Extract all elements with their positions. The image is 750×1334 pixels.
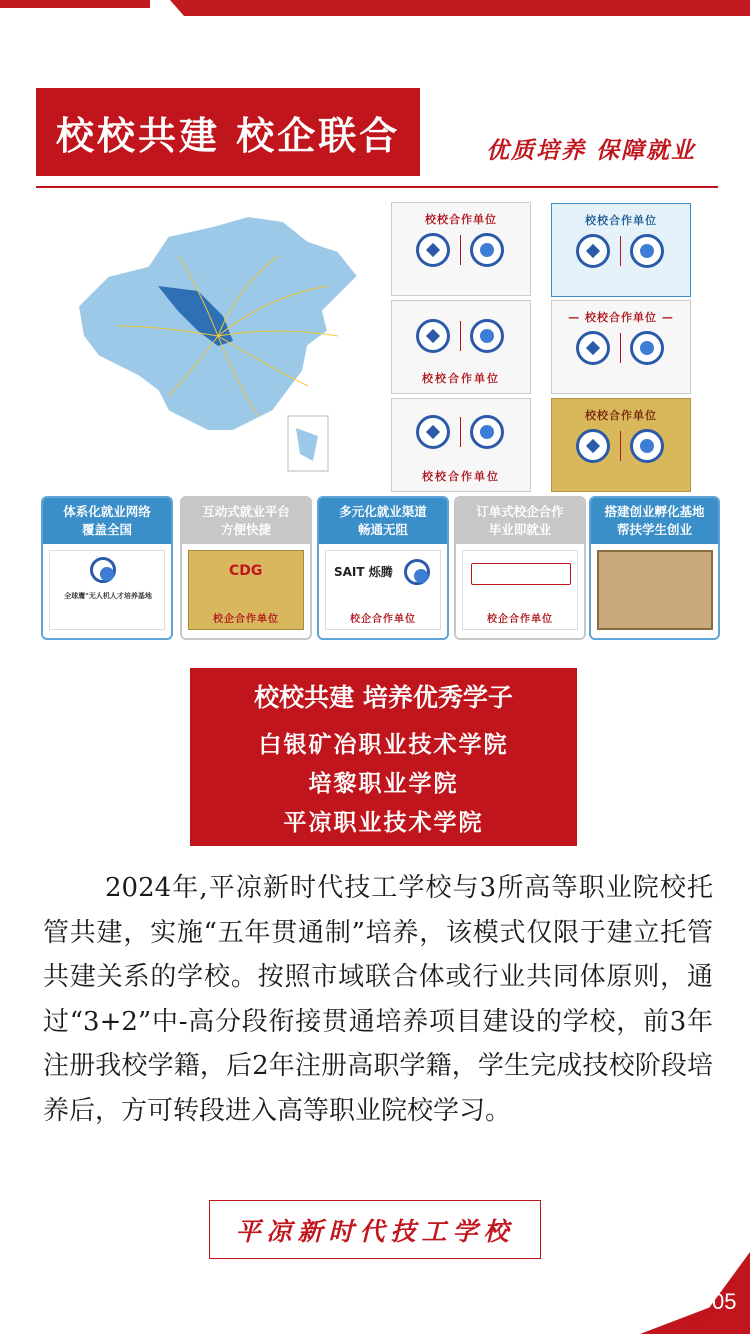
- gansu-industry-school-logo-icon: [416, 415, 450, 449]
- feature-card-order-title: 订单式校企合作 毕业即就业: [456, 498, 584, 544]
- signature-box: [209, 1200, 541, 1259]
- pingliang-school-logo-icon: [470, 415, 504, 449]
- peili-school-logo-icon: [576, 429, 610, 463]
- qingyang-school-logo-icon: [576, 331, 610, 365]
- feature-card-order-caption: 校企合作单位: [487, 614, 553, 625]
- feature-card-order-image: [462, 550, 578, 630]
- partner-card-1-head: 校校合作单位: [425, 213, 497, 226]
- school-logo-icon: [404, 559, 430, 585]
- feature-card-platform-title: 互动式就业平台 方便快捷: [182, 498, 310, 544]
- partner-card-6-head: 校校合作单位: [585, 409, 657, 422]
- feature-card-platform-image: [188, 550, 304, 630]
- company-badge-icon: [471, 563, 571, 585]
- slogan: 优质培养 保障就业: [486, 137, 697, 164]
- feature-card-channels: [317, 496, 449, 640]
- school-signature: 平凉新时代技工学校: [235, 1216, 515, 1246]
- school-name-3: 平凉职业技术学院: [283, 810, 484, 836]
- partner-card-5-foot: 校校合作单位: [422, 470, 500, 483]
- partner-card-3: [391, 300, 531, 394]
- section-title-box: [36, 88, 420, 176]
- pingliang-school-logo-icon: [630, 331, 664, 365]
- china-map-illustration: [38, 196, 380, 486]
- partner-card-6: [551, 398, 691, 492]
- cdg-logo: CDG: [229, 563, 263, 579]
- lanzhou-school-logo-icon: [576, 234, 610, 268]
- partner-card-3-foot: 校校合作单位: [422, 372, 500, 385]
- feature-card-channels-title: 多元化就业渠道 畅通无阻: [319, 498, 447, 544]
- partner-card-2-head: 校校合作单位: [585, 214, 657, 227]
- feature-card-platform: [180, 496, 312, 640]
- info-panel-heading: 校校共建 培养优秀学子: [254, 683, 513, 712]
- feature-card-channels-image: [325, 550, 441, 630]
- title-divider: [36, 186, 718, 188]
- partner-card-5: [391, 398, 531, 492]
- info-panel: [190, 668, 577, 846]
- pingliang-school-logo-icon: [630, 234, 664, 268]
- feature-card-network-caption: 全球鹰"无人机人才培养基地: [64, 592, 152, 600]
- feature-card-incubator-title: 搭建创业孵化基地 帮扶学生创业: [591, 498, 718, 544]
- feature-card-incubator: [589, 496, 720, 640]
- feature-card-network: [41, 496, 173, 640]
- feature-card-network-title: 体系化就业网络 覆盖全国: [43, 498, 171, 544]
- china-map-svg: [38, 196, 380, 486]
- body-paragraph: 2024年,平凉新时代技工学校与3所高等职业院校托管共建，实施“五年贯通制”培养，该模式仅限于建立托管共建关系的学校。按照市域联合体或行业共同体原则，通过“3+2”中-高分段衔接贯通培养项目建设的学校，前3年注册我校学籍，后2年注册高职学籍，学生完成技校阶段培养后，方可转段进入高等职业院校学习。: [43, 873, 713, 1126]
- school-name-2: 培黎职业学院: [308, 771, 459, 797]
- feature-card-network-image: [49, 550, 165, 630]
- feature-card-order: [454, 496, 586, 640]
- page-number: 05: [712, 1289, 737, 1314]
- school-name-1: 白银矿冶职业技术学院: [258, 732, 509, 758]
- partner-card-1: [391, 202, 531, 296]
- partner-card-4-head: — 校校合作单位 —: [568, 311, 674, 324]
- incubator-plaque-image: [597, 550, 713, 630]
- pingliang-school-logo-icon: [630, 429, 664, 463]
- partner-card-2: [551, 203, 691, 297]
- partner-card-4: [551, 300, 691, 394]
- top-right-decoration: [170, 0, 750, 16]
- school-logo-icon: [90, 557, 116, 583]
- sait-logo: SAIT 烁腾: [334, 565, 393, 579]
- wuwei-school-logo-icon: [416, 319, 450, 353]
- feature-card-platform-caption: 校企合作单位: [213, 614, 279, 625]
- baiyin-school-logo-icon: [416, 233, 450, 267]
- feature-card-channels-caption: 校企合作单位: [350, 614, 416, 625]
- section-title: 校校共建 校企联合: [56, 113, 401, 158]
- top-left-decoration: [0, 0, 150, 8]
- pingliang-school-logo-icon: [470, 233, 504, 267]
- pingliang-school-logo-icon: [470, 319, 504, 353]
